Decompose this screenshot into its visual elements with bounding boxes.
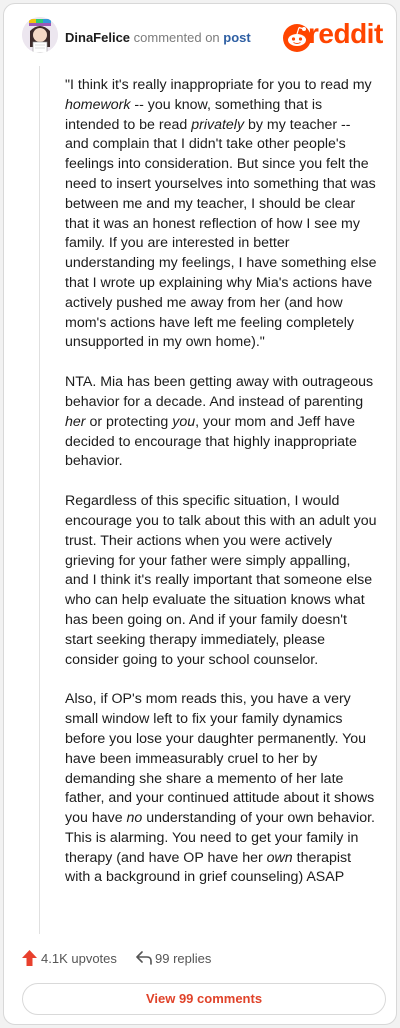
- avatar[interactable]: [22, 17, 58, 53]
- upvote-count[interactable]: 4.1K upvotes: [41, 951, 117, 966]
- comment-card: [3, 3, 397, 1025]
- emphasis-text: you: [172, 413, 196, 430]
- action-text: commented on: [133, 30, 220, 45]
- comment-text: Also, if OP's mom reads this, you have a very small window left to fix your family dynamics before you lose your daughter permanently. You have been immeasurably cruel to her by demanding she share a memento of her late father, and your continued attitude about it shows you have: [65, 691, 375, 827]
- comment-paragraph: [65, 492, 377, 670]
- emphasis-text: her: [65, 413, 86, 430]
- reply-arrow-icon[interactable]: [136, 951, 152, 965]
- comment-text: therapist with a background in grief counseling) ASAP: [65, 849, 352, 886]
- comment-text: -- you know, something that is intended to be read: [65, 96, 323, 133]
- emphasis-text: no: [126, 810, 143, 827]
- comment-header: [4, 4, 396, 66]
- post-link[interactable]: post: [223, 30, 251, 45]
- reddit-wordmark: reddit: [308, 18, 383, 49]
- thread-line[interactable]: [39, 66, 40, 934]
- username[interactable]: DinaFelice: [65, 30, 131, 45]
- comment-text: , your mom and Jeff have decided to encourage that highly inappropriate behavior.: [65, 413, 357, 470]
- comment-text: by my teacher -- and complain that I didn't take other people's feelings into consideration. But since you felt the need to insert yourselves into something that was between me and my teacher, I should be clear that it was an honest reflection of how I see my family. If you are interested in better understanding my feelings, I have something else that I wrote up explaining why Mia's actions have actively pushed me away from her (and how mom's actions have left me feeling completely unsupported in my own home).": [65, 116, 377, 351]
- emphasis-text: homework: [65, 96, 131, 113]
- comment-body: [65, 76, 377, 908]
- comment-paragraph: [65, 690, 377, 888]
- comment-footer: [4, 944, 396, 984]
- comment-text: or protecting: [85, 413, 173, 430]
- comment-text: understanding of your own behavior. This is alarming. You need to get your family in therapy (and have OP have her: [65, 810, 375, 866]
- comment-paragraph: [65, 76, 377, 353]
- comment-text: "I think it's really inappropriate for you to read my: [65, 77, 372, 93]
- view-comments-button[interactable]: View 99 comments: [22, 983, 386, 1015]
- comment-paragraph: [65, 373, 377, 472]
- comment-text: NTA. Mia has been getting away with outrageous behavior for a decade. And instead of parenting: [65, 374, 374, 410]
- comment-meta: [65, 30, 251, 45]
- emphasis-text: own: [266, 849, 293, 866]
- upvote-arrow-icon[interactable]: [22, 950, 37, 966]
- reply-count[interactable]: 99 replies: [155, 951, 212, 966]
- emphasis-text: privately: [191, 116, 245, 133]
- comment-text: Regardless of this specific situation, I would encourage you to talk about this with an adult you trust. Their actions when you were actively grieving for your father were simply appalling, and I think it's really important that someone else who can help evaluate the situation knows what has been going on. And if your family doesn't start seeking therapy immediately, please consider going to your school counselor.: [65, 493, 377, 668]
